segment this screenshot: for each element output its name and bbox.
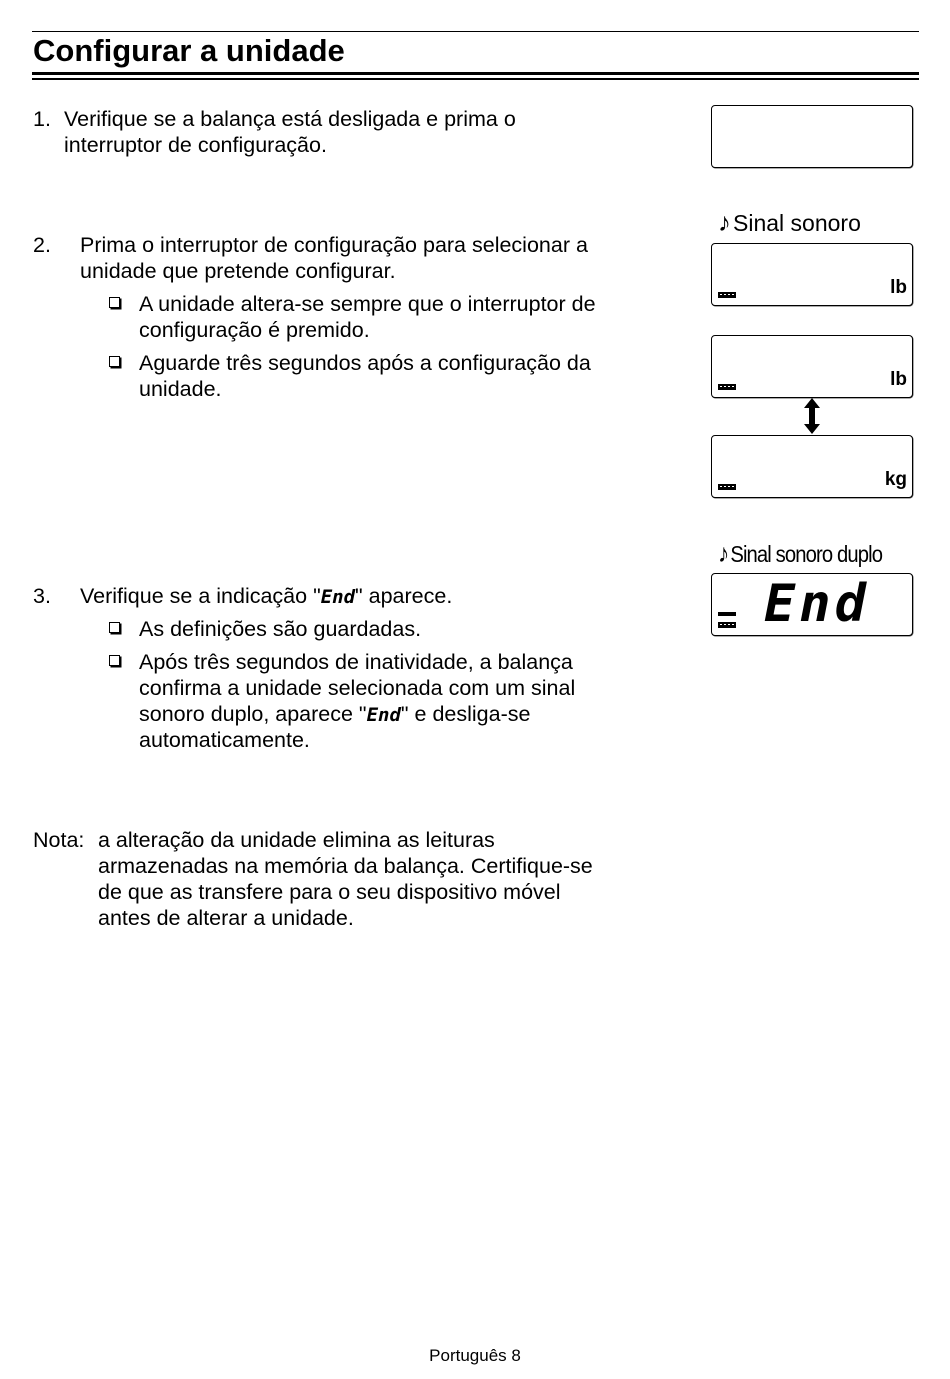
step-3-bullet-2-text-before: sonoro duplo, aparece " [139, 702, 367, 726]
unit-kg: kg [884, 469, 907, 490]
lcd-end-word: End [320, 586, 356, 608]
step-2-bullet-1-line-2: configuração é premido. [139, 318, 370, 342]
step-1-line-2: interruptor de configuração. [64, 133, 327, 157]
title-underline-thick [32, 72, 919, 75]
step-1-line-1: Verifique se a balança está desligada e prima o [64, 107, 516, 131]
step-1-number: 1. [33, 107, 51, 131]
note-line-1: a alteração da unidade elimina as leituras [98, 828, 495, 852]
display-lb-2 [711, 335, 913, 398]
step-3-text-after: " aparece. [355, 584, 453, 608]
step-3-bullet-2-line-2: confirma a unidade selecionada com um sinal [139, 676, 576, 700]
music-note-icon: ♪ [718, 207, 731, 237]
checkbox-bullet-icon [109, 622, 120, 633]
note-line-3: de que as transfere para o seu dispositivo móvel [98, 880, 561, 904]
note-line-2: armazenadas na memória da balança. Certifique-se [98, 854, 593, 878]
battery-icon [718, 384, 736, 390]
title-underline-thin [32, 78, 919, 80]
sound-single-label [718, 208, 861, 237]
minus-segment-icon [718, 612, 736, 616]
step-3-text-before: Verifique se a indicação " [80, 584, 321, 608]
step-3-bullet-2-text-after: " e desliga-se [400, 702, 531, 726]
step-2-line-1: Prima o interruptor de configuração para selecionar a [80, 233, 588, 257]
sound-double-text: Sinal sonoro duplo [730, 541, 883, 567]
step-2-line-2: unidade que pretende configurar. [80, 259, 396, 283]
step-3-number: 3. [33, 584, 51, 608]
step-3-bullet-2-line-1: Após três segundos de inatividade, a balança [139, 650, 573, 674]
note-line-4: antes de alterar a unidade. [98, 906, 354, 930]
battery-icon [718, 622, 736, 628]
lcd-end-word: End [366, 704, 401, 726]
note-label: Nota: [33, 828, 85, 852]
step-2-bullet-2-line-1: Aguarde três segundos após a configuração da [139, 351, 591, 375]
display-end [711, 573, 913, 636]
battery-icon [718, 484, 736, 490]
checkbox-bullet-icon [109, 356, 120, 367]
unit-lb: lb [890, 369, 907, 390]
unit-lb: lb [890, 277, 907, 298]
step-3-bullet-1: As definições são guardadas. [139, 617, 422, 641]
checkbox-bullet-icon [109, 297, 120, 308]
step-3-bullet-2-line-4: automaticamente. [139, 728, 310, 752]
lcd-end-display: End [764, 574, 870, 634]
step-3-bullet-2-line-3 [139, 701, 530, 728]
sound-double-label [718, 539, 882, 568]
sound-single-text: Sinal sonoro [733, 210, 861, 236]
page-footer: Português 8 [429, 1346, 521, 1365]
step-2-bullet-1-line-1: A unidade altera-se sempre que o interruptor de [139, 292, 596, 316]
checkbox-bullet-icon [109, 655, 120, 666]
double-arrow-vertical-icon [802, 398, 822, 434]
step-2-bullet-2-line-2: unidade. [139, 377, 222, 401]
display-off [711, 105, 913, 168]
battery-icon [718, 292, 736, 298]
step-2-number: 2. [33, 233, 51, 257]
music-note-icon: ♪ [718, 538, 729, 568]
page-title: Configurar a unidade [33, 33, 345, 68]
display-kg [711, 435, 913, 498]
display-lb-1 [711, 243, 913, 306]
step-3-line [80, 583, 452, 610]
